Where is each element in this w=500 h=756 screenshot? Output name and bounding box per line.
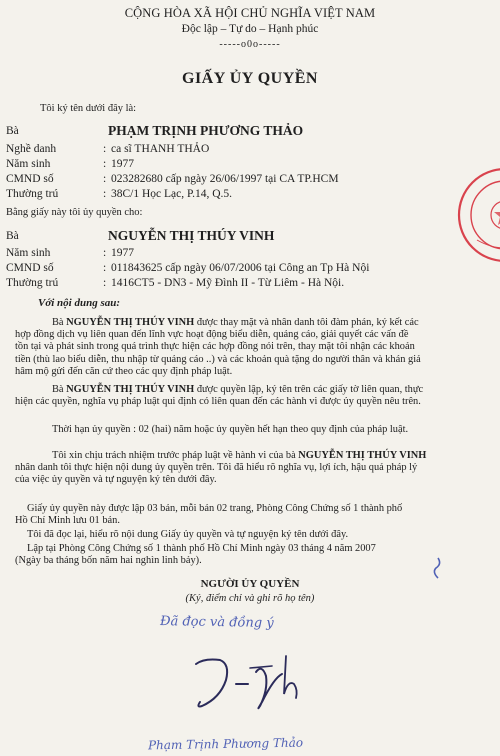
grantor-job-label: Nghề danh bbox=[6, 143, 57, 155]
p1-line3: tồn tại và phát sinh trong quá trình thực hiện các hợp đồng nói trên, thay mặt tôi nhận các khoản bbox=[15, 341, 415, 353]
grantor-address: 38C/1 Học Lạc, P.14, Q.5. bbox=[111, 188, 233, 200]
p2-prefix: Bà bbox=[52, 384, 64, 395]
grantee-id-label: CMND số bbox=[6, 262, 54, 274]
paragraph-rights bbox=[15, 384, 488, 408]
p5-line2: Hồ Chí Minh lưu 01 bản. bbox=[15, 515, 120, 527]
grantor-birth-colon: : bbox=[103, 158, 107, 170]
grantor-id-colon: : bbox=[103, 173, 107, 185]
p7-line1: Lập tại Phòng Công Chứng số 1 thành phố Hồ Chí Minh ngày 03 tháng 4 năm 2007 bbox=[27, 543, 376, 554]
paragraph-read: Tôi đã đọc lại, hiểu rõ nội dung Giấy ủy quyền và tự nguyện ký tên dưới đây. bbox=[27, 529, 349, 540]
grantee-name: NGUYỄN THỊ THÚY VINH bbox=[108, 228, 275, 243]
grantee-address-label: Thường trú bbox=[6, 277, 59, 289]
grantee-id: 011843625 cấp ngày 06/07/2006 tại Công an Tp Hà Nội bbox=[111, 262, 370, 274]
grantor-id: 023282680 cấp ngày 26/06/1997 tại CA TP.HCM bbox=[111, 173, 339, 185]
grantor-birth: 1977 bbox=[111, 158, 134, 170]
p1-name: NGUYỄN THỊ THÚY VINH bbox=[66, 317, 195, 328]
p2-name: NGUYỄN THỊ THÚY VINH bbox=[66, 384, 195, 395]
paragraph-place-date bbox=[15, 543, 488, 567]
grantor-job: ca sĩ THANH THẢO bbox=[111, 143, 210, 155]
p1-prefix: Bà bbox=[52, 317, 64, 328]
paragraph-term: Thời hạn ủy quyền : 02 (hai) năm hoặc ủy quyền hết hạn theo quy định của pháp luật. bbox=[52, 424, 409, 435]
content-heading: Với nội dung sau: bbox=[38, 297, 121, 309]
grantee-name-label: Bà bbox=[6, 230, 19, 242]
handwritten-name: Phạm Trịnh Phương Thảo bbox=[147, 735, 304, 753]
p1-line4: tiền (thù lao biểu diễn, thu nhập từ quảng cáo ..) và các khoản quà tặng do người thân và khán giả bbox=[15, 353, 421, 365]
intro-line: Tôi ký tên dưới đây là: bbox=[40, 103, 137, 114]
grantee-address: 1416CT5 - DN3 - Mỹ Đình II - Từ Liêm - Hà Nội. bbox=[111, 277, 345, 289]
p4-line3: của việc ủy quyền và tự nguyện ký tên dưới đây. bbox=[15, 474, 217, 486]
grantor-address-colon: : bbox=[103, 188, 107, 200]
p5-line1: Giấy ủy quyền này được lập 03 bản, mỗi bản 02 trang, Phòng Công Chứng số 1 thành phố bbox=[27, 503, 403, 514]
signature-instruction: (Ký, điểm chỉ và ghi rõ họ tên) bbox=[185, 593, 315, 604]
grantor-name-label: Bà bbox=[6, 125, 19, 137]
grantee-birth: 1977 bbox=[111, 247, 134, 259]
grantee-address-colon: : bbox=[103, 277, 107, 289]
paragraph-responsibility bbox=[15, 450, 488, 487]
paragraph-copies bbox=[15, 503, 488, 527]
grantor-birth-label: Năm sinh bbox=[6, 158, 51, 170]
p4-line2: nhân danh tôi thực hiện nội dung ủy quyền trên. Tôi đã hiểu rõ nghĩa vụ, lợi ích, hậu quả pháp lý bbox=[15, 462, 418, 474]
p2-line1: được quyền lập, ký tên trên các giấy tờ liên quan, thực bbox=[196, 384, 424, 395]
paragraph-scope bbox=[15, 317, 488, 378]
p4-name: NGUYỄN THỊ THÚY VINH bbox=[298, 450, 427, 461]
grantee-birth-colon: : bbox=[103, 247, 107, 259]
handwritten-signature bbox=[190, 650, 330, 720]
separator: -----o0o----- bbox=[219, 39, 281, 50]
grantor-address-label: Thường trú bbox=[6, 188, 59, 200]
country-header: CỘNG HÒA XÃ HỘI CHỦ NGHĨA VIỆT NAM bbox=[124, 6, 376, 20]
p1-line2: hợp đồng dịch vụ liên quan đến lĩnh vực hoạt động biểu diễn, quảng cáo, giải quyết các vấn đề bbox=[15, 329, 409, 341]
p7-line2: (Ngày ba tháng bốn năm hai nghìn linh bảy). bbox=[15, 555, 202, 567]
grantee-birth-label: Năm sinh bbox=[6, 247, 51, 259]
handwritten-note: Đã đọc và đồng ý bbox=[159, 614, 274, 631]
p1-line1: được thay mặt và nhân danh tôi đàm phán, ký kết các bbox=[196, 317, 419, 328]
motto: Độc lập – Tự do – Hạnh phúc bbox=[181, 23, 319, 35]
grantor-name: PHẠM TRỊNH PHƯƠNG THẢO bbox=[108, 123, 304, 138]
grantor-job-colon: : bbox=[103, 143, 107, 155]
p4-line1: Tôi xin chịu trách nhiệm trước pháp luật về hành vi của bà bbox=[52, 450, 296, 461]
notary-stamp-icon bbox=[455, 160, 500, 270]
signature-heading: NGƯỜI ỦY QUYỀN bbox=[200, 578, 300, 590]
p1-line5: hâm mộ gửi đến căn cứ theo các quy định pháp luật. bbox=[15, 365, 233, 377]
transfer-line: Bằng giấy này tôi ủy quyền cho: bbox=[6, 207, 143, 218]
grantee-id-colon: : bbox=[103, 262, 107, 274]
pen-mark bbox=[428, 556, 448, 580]
p2-line2: hiện các quyền, nghĩa vụ pháp luật qui định có liên quan đến các hành vi được ủy quyền nêu trên. bbox=[15, 396, 421, 408]
document-title: GIẤY ỦY QUYỀN bbox=[182, 70, 318, 87]
grantor-id-label: CMND số bbox=[6, 173, 54, 185]
